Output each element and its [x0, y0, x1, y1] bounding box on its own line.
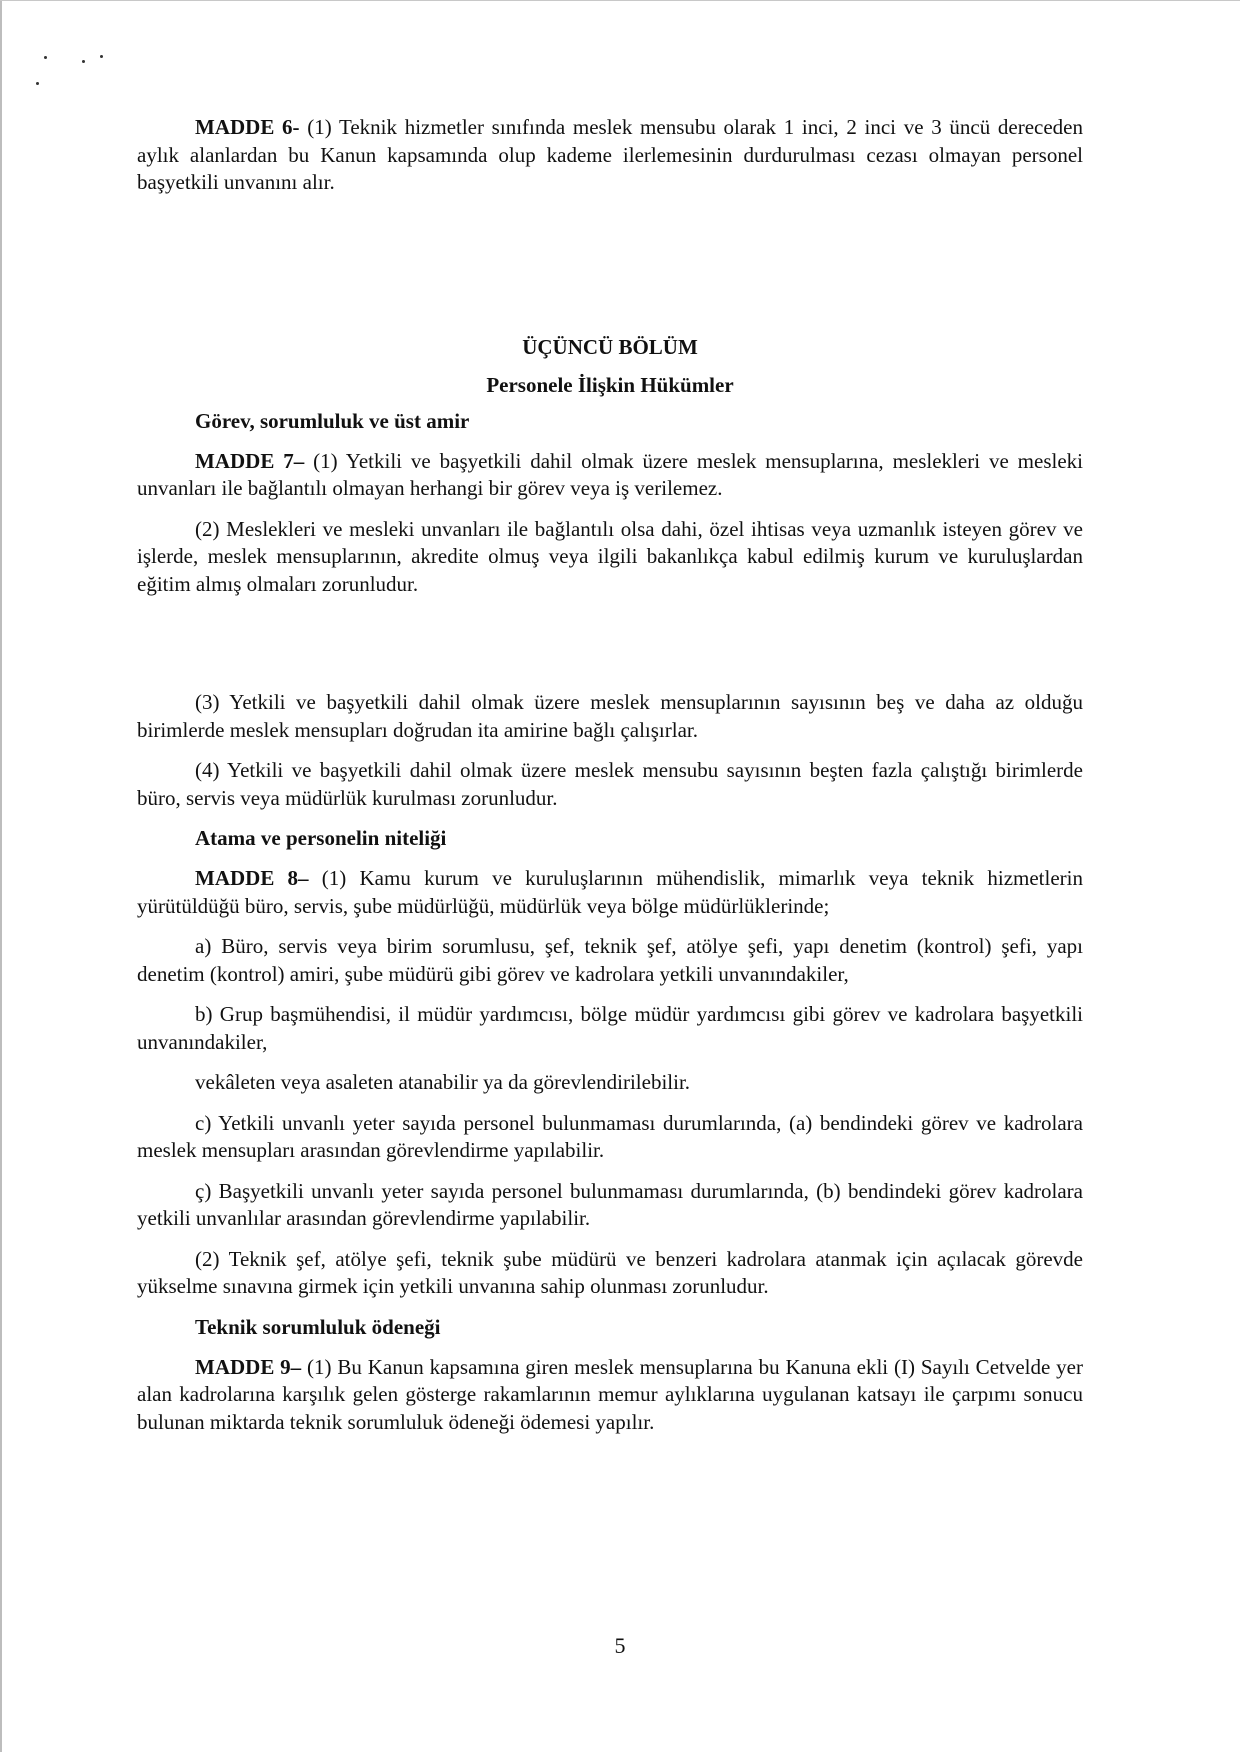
scan-speck — [82, 60, 85, 63]
madde-7-paragraph-1 — [137, 448, 1083, 503]
madde-8-label: MADDE 8– — [195, 866, 309, 890]
scan-speck — [44, 56, 47, 59]
madde-7-text: (1) Yetkili ve başyetkili dahil olmak üzere meslek mensuplarına, meslekleri ve mesleki unvanları ile bağlantılı olmayan herhangi bir görev veya iş verilemez. — [137, 448, 1084, 500]
madde-9-heading: Teknik sorumluluk ödeneği — [195, 1314, 441, 1339]
section-subtitle: Personele İlişkin Hükümler — [486, 372, 734, 397]
madde-9-paragraph-1 — [137, 1354, 1083, 1437]
madde-7-label: MADDE 7– — [195, 448, 305, 473]
madde-8-vekaleten: vekâleten veya asaleten atanabilir ya da görevlendirilebilir. — [195, 1070, 691, 1094]
document-body — [137, 114, 1083, 1436]
page-number: 5 — [614, 1633, 626, 1658]
madde-8-text: (1) Kamu kurum ve kuruluşlarının mühendislik, mimarlık veya teknik hizmetlerin yürütüldüğü büro, servis, şube müdürlüğü, müdürlük veya bölge müdürlüklerinde; — [137, 866, 1083, 918]
madde-8-item-a: a) Büro, servis veya birim sorumlusu, şef, teknik şef, atölye şefi, yapı denetim (kontrol) şefi, yapı denetim (kontrol) amiri, şube müdürü gibi görev ve kadrolara yetkili unvanındakiler, — [137, 934, 1083, 986]
madde-6-text: (1) Teknik hizmetler sınıfında meslek mensubu olarak 1 inci, 2 inci ve 3 üncü dereceden aylık alanlardan bu Kanun kapsamında olup kademe ilerlemesinin durdurulması cezası olmayan personel başyetkili unvanını alır. — [137, 115, 1083, 194]
scan-speck — [100, 55, 103, 58]
scan-speck — [36, 82, 39, 85]
madde-8-item-c: c) Yetkili unvanlı yeter sayıda personel bulunmaması durumlarında, (a) bendindeki görev ve kadrolara meslek mensupları arasından görevlendirme yapılabilir. — [137, 1110, 1083, 1162]
madde-7-heading: Görev, sorumluluk ve üst amir — [195, 408, 470, 433]
madde-6-label: MADDE 6- — [195, 115, 300, 139]
madde-6-paragraph — [137, 114, 1083, 197]
madde-8-paragraph-1 — [137, 865, 1083, 920]
madde-9-label: MADDE 9– — [195, 1354, 302, 1379]
scan-edge-left — [0, 0, 2, 1752]
madde-8-heading: Atama ve personelin niteliği — [195, 826, 447, 850]
madde-8-item-cc: ç) Başyetkili unvanlı yeter sayıda personel bulunmaması durumlarında, (b) bendindeki görev kadrolara yetkili unvanlılar arasından görevlendirme yapılabilir. — [137, 1178, 1083, 1230]
madde-8-paragraph-2: (2) Teknik şef, atölye şefi, teknik şube müdürü ve benzeri kadrolara atanmak için açılacak görevde yükselme sınavına girmek için yetkili unvanına sahip olunması zorunludur. — [137, 1246, 1083, 1298]
scan-edge-top — [0, 0, 1240, 1]
madde-7-paragraph-2: (2) Meslekleri ve mesleki unvanları ile bağlantılı olsa dahi, özel ihtisas veya uzmanlık isteyen görev ve işlerde, meslek mensuplarının, akredite olmuş veya ilgili bakanlıkça kabul edilmiş kurum ve kuruluşlardan eğitim almış olmaları zorunludur. — [137, 516, 1083, 596]
madde-9-text: (1) Bu Kanun kapsamına giren meslek mensuplarına bu Kanuna ekli (I) Sayılı Cetvelde yer alan kadrolarına karşılık gelen gösterge rakamlarının memur aylıklarına uygulanan katsayı ile çarpımı sonucu bulunan miktarda teknik sorumluluk ödeneği ödemesi yapılır. — [137, 1354, 1083, 1434]
madde-7-paragraph-3: (3) Yetkili ve başyetkili dahil olmak üzere meslek mensuplarının sayısının beş ve daha az olduğu birimlerde meslek mensupları doğrudan ita amirine bağlı çalışırlar. — [137, 690, 1083, 742]
madde-8-item-b: b) Grup başmühendisi, il müdür yardımcısı, bölge müdür yardımcısı gibi görev ve kadrolara başyetkili unvanındakiler, — [137, 1002, 1083, 1054]
section-title: ÜÇÜNCÜ BÖLÜM — [522, 334, 698, 359]
madde-7-paragraph-4: (4) Yetkili ve başyetkili dahil olmak üzere meslek mensubu sayısının beşten fazla çalıştığı birimlerde büro, servis veya müdürlük kurulması zorunludur. — [137, 758, 1083, 810]
